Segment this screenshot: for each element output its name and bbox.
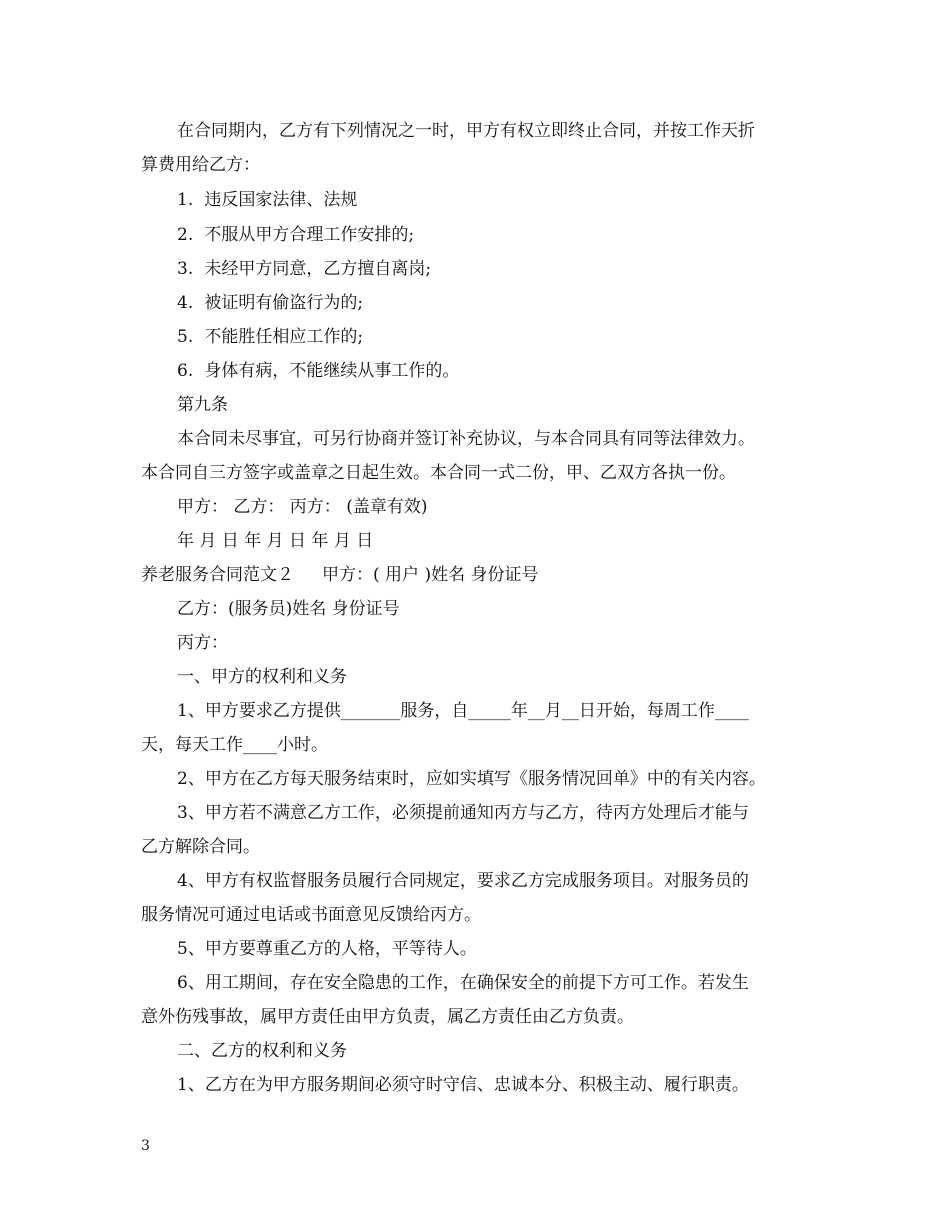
list-item-text: 被证明有偷盗行为的; <box>204 293 364 313</box>
list-item <box>177 259 847 279</box>
paragraph-a-5: 5、甲方要尊重乙方的人格，平等待人。 <box>177 939 477 959</box>
paragraph-b-1: 1、乙方在为甲方服务期间必须守时守信、忠诚本分、积极主动、履行职责。 <box>177 1075 749 1095</box>
list-item <box>177 225 847 245</box>
signature-dates: 年 月 日 年 月 日 年 月 日 <box>177 531 374 551</box>
list-item-text: 违反国家法律、法规 <box>204 190 358 210</box>
party-a-identity: 甲方：( 用户 )姓名 身份证号 <box>322 565 539 585</box>
paragraph-a-3: 3、甲方若不满意乙方工作，必须提前通知丙方与乙方，待丙方处理后才能与 <box>177 803 749 823</box>
paragraph-a-4: 4、甲方有权监督服务员履行合同规定，要求乙方完成服务项目。对服务员的 <box>177 871 749 891</box>
list-number: 6. <box>177 361 194 381</box>
paragraph-supplement: 本合同未尽事宜，可另行协商并签订补充协议，与本合同具有同等法律效力。 <box>177 429 755 449</box>
list-number: 2. <box>177 225 194 245</box>
list-item <box>177 327 847 347</box>
signature-parties: 甲方： 乙方： 丙方： (盖章有效) <box>177 497 428 517</box>
paragraph-a-3-cont: 乙方解除合同。 <box>141 837 260 857</box>
list-item-text: 不服从甲方合理工作安排的; <box>204 225 415 245</box>
contract-title: 养老服务合同范文２ <box>141 565 294 585</box>
party-c-identity: 丙方： <box>177 633 228 653</box>
list-number: 1. <box>177 190 194 210</box>
paragraph-termination-intro: 在合同期内，乙方有下列情况之一时，甲方有权立即终止合同，并按工作天折 <box>177 121 755 141</box>
paragraph-a-2: 2、甲方在乙方每天服务结束时，应如实填写《服务情况回单》中的有关内容。 <box>177 769 766 789</box>
paragraph-termination-intro-cont: 算费用给乙方： <box>141 155 260 175</box>
article-heading: 第九条 <box>177 395 228 415</box>
list-number: 5. <box>177 327 194 347</box>
paragraph-a-6: 6、用工期间，存在安全隐患的工作，在确保安全的前提下方可工作。若发生 <box>177 973 749 993</box>
list-item-text: 不能胜任相应工作的; <box>204 327 364 347</box>
section-heading-party-b: 二、乙方的权利和义务 <box>177 1041 347 1061</box>
paragraph-a-4-cont: 服务情况可通过电话或书面意见反馈给丙方。 <box>141 905 481 925</box>
list-item <box>177 190 847 210</box>
list-number: 3. <box>177 259 194 279</box>
contract-title-line <box>141 565 811 585</box>
list-item-text: 未经甲方同意，乙方擅自离岗; <box>204 259 432 279</box>
paragraph-a-6-cont: 意外伤残事故，属甲方责任由甲方负责，属乙方责任由乙方负责。 <box>141 1007 634 1027</box>
list-item <box>177 361 847 381</box>
paragraph-a-1: 1、甲方要求乙方提供_______服务，自_____年__月__日开始，每周工作____ <box>177 701 749 721</box>
list-number: 4. <box>177 293 194 313</box>
page-number: 3 <box>141 1138 150 1154</box>
paragraph-a-1-cont: 天，每天工作____小时。 <box>141 735 328 755</box>
section-heading-party-a: 一、甲方的权利和义务 <box>177 667 347 687</box>
paragraph-effective: 本合同自三方签字或盖章之日起生效。本合同一式二份，甲、乙双方各执一份。 <box>141 463 736 483</box>
list-item <box>177 293 847 313</box>
party-b-identity: 乙方：(服务员)姓名 身份证号 <box>177 599 400 619</box>
list-item-text: 身体有病，不能继续从事工作的。 <box>204 361 460 381</box>
